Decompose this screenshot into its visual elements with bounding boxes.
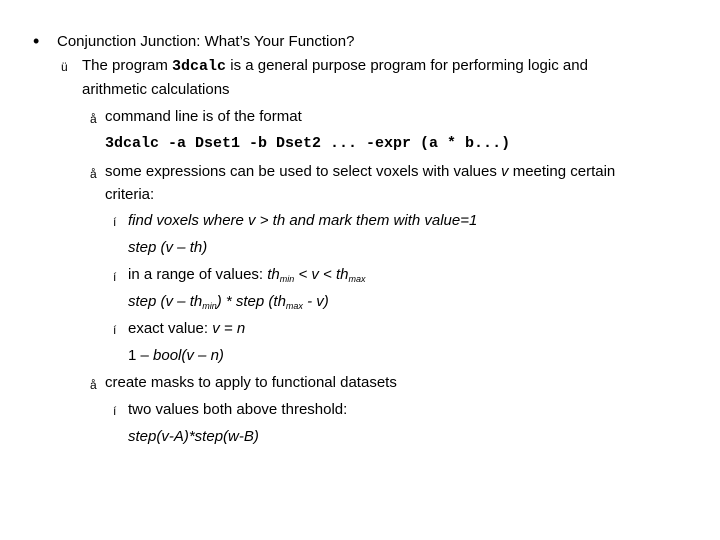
bullet-sub-icon: í	[113, 323, 117, 337]
text-segment: - v)	[302, 293, 329, 310]
code-3dcalc: 3dcalc	[172, 58, 227, 75]
bullet-dot: •	[33, 31, 40, 51]
th-min	[267, 266, 294, 283]
formula-mask: step(v-A)*step(w-B)	[128, 428, 259, 445]
bullet-arrow-icon: å	[90, 167, 97, 181]
subscript-min: min	[202, 301, 217, 311]
masks-text: create masks to apply to functional datasets	[105, 374, 397, 391]
th-max	[336, 266, 366, 283]
formula-range	[128, 293, 329, 311]
text-segment: 1 –	[128, 347, 154, 364]
text-segment: meeting certain	[508, 163, 616, 180]
command-line-code: 3dcalc -a Dset1 -b Dset2 ... -expr (a * b...)	[105, 135, 511, 152]
equation: v = n	[212, 320, 246, 337]
text-segment: is a general purpose program for performing logic and	[226, 57, 588, 74]
find-voxels-text: find voxels where v > th and mark them with value=1	[128, 212, 478, 229]
var-v: v	[501, 163, 509, 180]
bullet-sub-icon: í	[113, 270, 117, 284]
range-text	[128, 266, 366, 284]
subscript-min: min	[279, 274, 295, 284]
inequality: < v <	[294, 266, 336, 283]
subscript-max: max	[348, 274, 366, 284]
exact-value-text	[128, 320, 245, 338]
text-segment: some expressions can be used to select voxels with values	[105, 163, 502, 180]
bullet-check-icon: ü	[61, 60, 68, 74]
text-segment: exact value:	[128, 320, 213, 337]
bullet-sub-icon: í	[113, 215, 117, 229]
expressions-text-cont: criteria:	[105, 186, 155, 203]
formula-bool	[128, 347, 224, 365]
bullet-arrow-icon: å	[90, 378, 97, 392]
th-label: th	[267, 266, 280, 283]
command-line-label: command line is of the format	[105, 108, 302, 125]
expressions-text	[105, 163, 615, 181]
bullet-arrow-icon: å	[90, 112, 97, 126]
formula-step-th: step (v – th)	[128, 239, 208, 256]
program-description-cont: arithmetic calculations	[82, 81, 230, 98]
text-segment: The program	[82, 57, 173, 74]
text-segment: in a range of values:	[128, 266, 268, 283]
slide-title: Conjunction Junction: What’s Your Function?	[57, 33, 355, 50]
text-segment: ) * step (th	[216, 293, 286, 310]
th-label: th	[336, 266, 349, 283]
subscript-max: max	[285, 301, 303, 311]
bool-expression: bool(v – n)	[153, 347, 224, 364]
text-segment: step (v – th	[128, 293, 203, 310]
program-description	[82, 57, 588, 76]
bullet-sub-icon: í	[113, 404, 117, 418]
threshold-text: two values both above threshold:	[128, 401, 348, 418]
